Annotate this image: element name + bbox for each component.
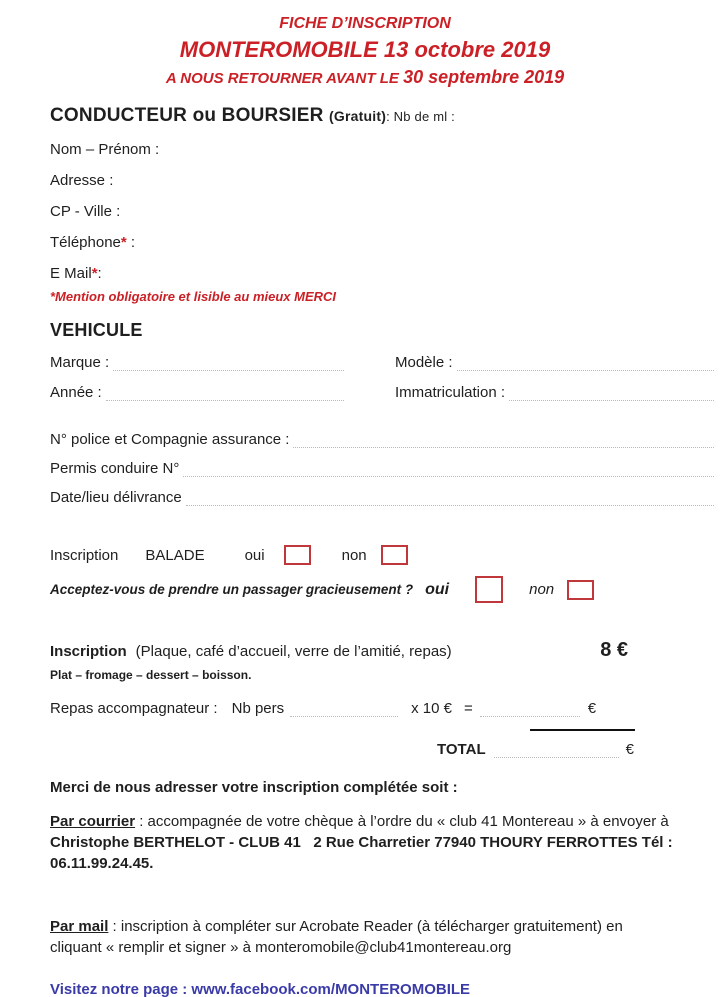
- equals-sign: =: [464, 700, 473, 717]
- balade-inscription-label: Inscription: [50, 546, 119, 564]
- total-rule: [530, 729, 635, 731]
- return-date: 30 septembre 2019: [403, 67, 565, 87]
- marque-label: Marque :: [50, 354, 110, 371]
- checkbox-passager-oui[interactable]: [475, 576, 503, 603]
- field-telephone[interactable]: [50, 234, 680, 251]
- passager-row: [50, 576, 680, 603]
- repas-label: Repas accompagnateur :: [50, 700, 218, 717]
- x10-label: x 10 €: [411, 700, 453, 717]
- checkbox-balade-oui[interactable]: [284, 545, 311, 565]
- passager-oui-label: oui: [425, 580, 450, 598]
- inscription-price-amount: 8 €: [600, 639, 628, 661]
- vehicule-row-1: [50, 354, 714, 371]
- par-mail-text: : inscription à compléter sur Acrobate Reader (à télécharger gratuitement) en cliquant « remplir et signer » à monteromobile@club41montereau.org: [50, 918, 623, 956]
- annee-label: Année :: [50, 384, 102, 401]
- menu-detail: Plat – fromage – dessert – boisson.: [50, 668, 252, 682]
- return-prefix: A NOUS RETOURNER AVANT LE: [165, 70, 404, 87]
- immatriculation-label: Immatriculation :: [395, 384, 506, 401]
- annee-input-line[interactable]: [106, 386, 344, 401]
- field-delivrance: [50, 489, 714, 506]
- email-colon: :: [97, 265, 102, 282]
- field-permis: [50, 460, 714, 477]
- form-title: MONTEROMOBILE 13 octobre 2019: [179, 37, 551, 62]
- field-immatriculation: [395, 384, 714, 401]
- nb-pers-label: Nb pers: [231, 700, 285, 717]
- delivrance-input-line[interactable]: [186, 491, 714, 506]
- modele-input-line[interactable]: [457, 356, 714, 371]
- modele-label: Modèle :: [395, 354, 453, 371]
- par-mail-paragraph: [50, 916, 678, 958]
- nb-pers-input-line[interactable]: [290, 702, 398, 717]
- facebook-link[interactable]: Visitez notre page : www.facebook.com/MONTEROMOBILE: [50, 981, 471, 997]
- inscription-price-row: [50, 639, 680, 662]
- inscription-price-detail: (Plaque, café d’accueil, verre de l’amitié, repas): [135, 643, 452, 660]
- permis-label: Permis conduire N°: [50, 460, 180, 477]
- footer-block: [50, 777, 680, 997]
- balade-label: BALADE: [145, 546, 205, 564]
- balade-block: [50, 545, 680, 603]
- field-nom-prenom[interactable]: [50, 141, 680, 158]
- field-email[interactable]: [50, 265, 680, 282]
- mandatory-note: *Mention obligatoire et lisible au mieux MERCI: [50, 289, 337, 304]
- police-assurance-input-line[interactable]: [293, 433, 714, 448]
- return-deadline: [50, 68, 680, 88]
- email-label: E Mail: [50, 265, 92, 282]
- repas-row: [50, 700, 680, 717]
- vehicule-row-2: [50, 384, 714, 401]
- telephone-colon: :: [126, 234, 136, 251]
- email-required-star: *: [91, 265, 98, 282]
- form-header: [50, 14, 680, 88]
- total-input-line[interactable]: [494, 743, 619, 758]
- inscription-price-label: Inscription: [50, 643, 127, 660]
- par-courrier-paragraph: [50, 811, 678, 874]
- field-police-assurance: [50, 431, 714, 448]
- balade-row: [50, 545, 680, 565]
- par-courrier-text1: : accompagnée de votre chèque à l’ordre du « club 41 Montereau » à envoyer à: [135, 813, 669, 830]
- total-euro-sign: €: [625, 741, 634, 758]
- field-cp-ville[interactable]: [50, 203, 680, 220]
- par-mail-label: Par mail: [50, 918, 109, 935]
- repas-total-input-line[interactable]: [480, 702, 580, 717]
- euro-sign: €: [587, 700, 597, 717]
- checkbox-passager-non[interactable]: [567, 580, 594, 600]
- tarifs-block: [50, 639, 680, 758]
- conducteur-heading-nbml: : Nb de ml :: [386, 109, 455, 124]
- field-annee: [50, 384, 344, 401]
- passager-question: Acceptez-vous de prendre un passager gracieusement ?: [50, 582, 414, 597]
- par-courrier-phone: Tél : 06.11.99.24.45.: [50, 834, 673, 872]
- nom-prenom-label: Nom – Prénom :: [50, 141, 160, 158]
- field-adresse[interactable]: [50, 172, 680, 189]
- total-row: [50, 741, 680, 758]
- conducteur-heading: [50, 105, 680, 127]
- par-courrier-address: Christophe BERTHELOT - CLUB 41 2 Rue Charretier 77940 THOURY FERROTTES: [50, 834, 638, 851]
- delivrance-label: Date/lieu délivrance: [50, 489, 182, 506]
- telephone-label: Téléphone: [50, 234, 121, 251]
- vehicule-heading: VEHICULE: [50, 320, 143, 340]
- marque-input-line[interactable]: [113, 356, 344, 371]
- par-courrier-label: Par courrier: [50, 813, 136, 830]
- conducteur-heading-main: CONDUCTEUR ou BOURSIER: [50, 105, 330, 126]
- field-modele: [395, 354, 714, 371]
- checkbox-balade-non[interactable]: [381, 545, 408, 565]
- balade-non-label: non: [341, 546, 367, 564]
- permis-input-line[interactable]: [183, 462, 714, 477]
- immatriculation-input-line[interactable]: [509, 386, 714, 401]
- field-marque: [50, 354, 344, 371]
- police-assurance-label: N° police et Compagnie assurance :: [50, 431, 290, 448]
- total-label: TOTAL: [437, 741, 486, 758]
- form-subtitle: FICHE D’INSCRIPTION: [279, 15, 451, 32]
- assurance-block: [50, 431, 680, 506]
- merci-line: Merci de nous adresser votre inscription complétée soit :: [50, 779, 458, 796]
- cp-ville-label: CP - Ville :: [50, 203, 121, 220]
- telephone-required-star: *: [120, 234, 127, 251]
- conducteur-heading-gratuit: (Gratuit): [329, 108, 387, 124]
- balade-oui-label: oui: [244, 546, 265, 564]
- passager-non-label: non: [529, 581, 555, 598]
- adresse-label: Adresse :: [50, 172, 114, 189]
